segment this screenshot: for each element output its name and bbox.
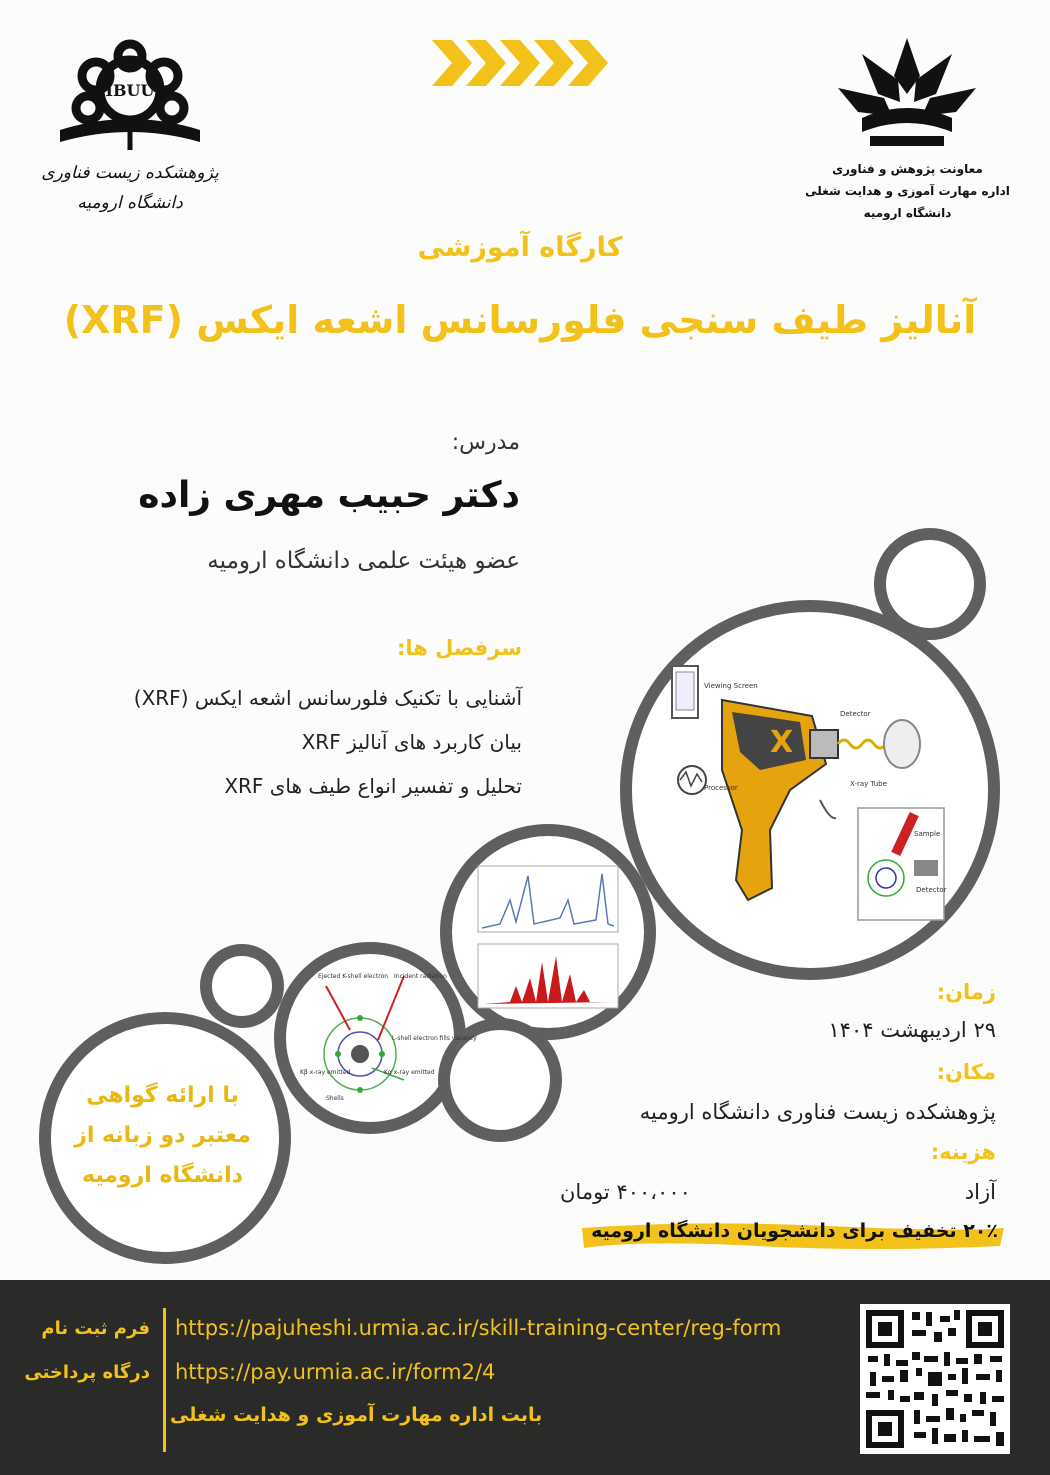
workshop-title: آنالیز طیف سنجی فلورسانس اشعه ایکس (XRF) bbox=[63, 298, 977, 342]
decor-circle-small-left bbox=[206, 950, 278, 1022]
certificate-text bbox=[40, 1076, 285, 1196]
ibuu-caption-line-2: دانشگاه ارومیه bbox=[77, 193, 183, 213]
svg-text:Kβ x-ray emitted: Kβ x-ray emitted bbox=[300, 1069, 351, 1076]
payment-link[interactable]: https://pay.urmia.ac.ir/form2/4 bbox=[175, 1360, 496, 1384]
registration-label: فرم ثبت نام bbox=[41, 1318, 150, 1339]
registration-link[interactable]: https://pajuheshi.urmia.ac.ir/skill-training-center/reg-form bbox=[175, 1316, 782, 1340]
ibuu-caption-line-1: پژوهشکده زیست فناوری bbox=[41, 163, 219, 183]
urmia-emblem-icon bbox=[800, 36, 1015, 156]
ibuu-caption bbox=[30, 158, 230, 218]
svg-text:Detector: Detector bbox=[916, 886, 947, 894]
topic-item: تحلیل و تفسیر انواع طیف های XRF bbox=[224, 774, 522, 798]
workshop-label: کارگاه آموزشی bbox=[417, 232, 623, 263]
svg-text:Detector: Detector bbox=[840, 710, 871, 718]
topic-item: آشنایی با تکنیک فلورسانس اشعه ایکس (XRF) bbox=[133, 686, 522, 710]
qr-code[interactable] bbox=[860, 1304, 1010, 1454]
cost-free: آزاد bbox=[964, 1180, 996, 1204]
instructor-label: مدرس: bbox=[451, 430, 520, 455]
svg-text:Sample: Sample bbox=[914, 830, 941, 838]
chevrons-decoration bbox=[432, 40, 608, 86]
svg-text:X-ray Tube: X-ray Tube bbox=[850, 780, 887, 788]
svg-text:Viewing Screen: Viewing Screen bbox=[704, 682, 758, 690]
svg-text:Ejected K-shell electron: Ejected K-shell electron bbox=[318, 973, 389, 980]
topics-label: سرفصل ها: bbox=[396, 636, 522, 660]
discount-text: ۲۰٪ تخفیف برای دانشجویان دانشگاه ارومیه bbox=[591, 1220, 998, 1242]
svg-text:X: X bbox=[770, 725, 794, 760]
right-org-lines bbox=[800, 158, 1015, 224]
svg-text:L-shell electron fills vacancy: L-shell electron fills vacancy bbox=[392, 1035, 477, 1042]
ibuu-logo bbox=[30, 38, 230, 233]
svg-text:Shells: Shells bbox=[326, 1095, 344, 1102]
org-line-3: دانشگاه ارومیه bbox=[863, 206, 952, 220]
org-line-2: اداره مهارت آموزی و هدایت شغلی bbox=[805, 184, 1010, 198]
discount-banner bbox=[578, 1218, 1008, 1252]
time-value: ۲۹ اردیبهشت ۱۴۰۴ bbox=[828, 1018, 996, 1042]
instructor-affiliation: عضو هیئت علمی دانشگاه ارومیه bbox=[207, 548, 520, 574]
decor-circle-small-top bbox=[880, 534, 980, 634]
place-value: پژوهشکده زیست فناوری دانشگاه ارومیه bbox=[639, 1100, 996, 1124]
payment-label: درگاه پرداختی bbox=[24, 1362, 150, 1383]
cost-label: هزینه: bbox=[930, 1140, 996, 1164]
svg-text:IBUU: IBUU bbox=[105, 81, 155, 100]
footer-divider bbox=[163, 1308, 166, 1452]
urmia-university-logo bbox=[800, 36, 1015, 231]
certificate-line-3: دانشگاه ارومیه bbox=[81, 1163, 243, 1188]
certificate-line-2: معتبر دو زبانه از bbox=[74, 1123, 251, 1148]
ibuu-emblem-icon bbox=[30, 38, 230, 158]
payment-note: بابت اداره مهارت آموزی و هدایت شغلی bbox=[170, 1404, 543, 1426]
place-label: مکان: bbox=[936, 1060, 996, 1084]
qr-code-icon bbox=[860, 1304, 1010, 1454]
time-label: زمان: bbox=[936, 980, 996, 1004]
svg-text:Processor: Processor bbox=[704, 784, 738, 792]
svg-text:Incident radiation: Incident radiation bbox=[394, 973, 447, 980]
svg-text:Kα x-ray emitted: Kα x-ray emitted bbox=[384, 1069, 435, 1076]
certificate-line-1: با ارائه گواهی bbox=[86, 1083, 239, 1108]
org-line-1: معاونت پژوهش و فناوری bbox=[832, 162, 983, 176]
instructor-name: دکتر حبیب مهری زاده bbox=[138, 475, 520, 516]
topic-item: بیان کاربرد های آنالیز XRF bbox=[301, 730, 522, 754]
cost-amount: ۴۰۰،۰۰۰ تومان bbox=[560, 1180, 691, 1204]
